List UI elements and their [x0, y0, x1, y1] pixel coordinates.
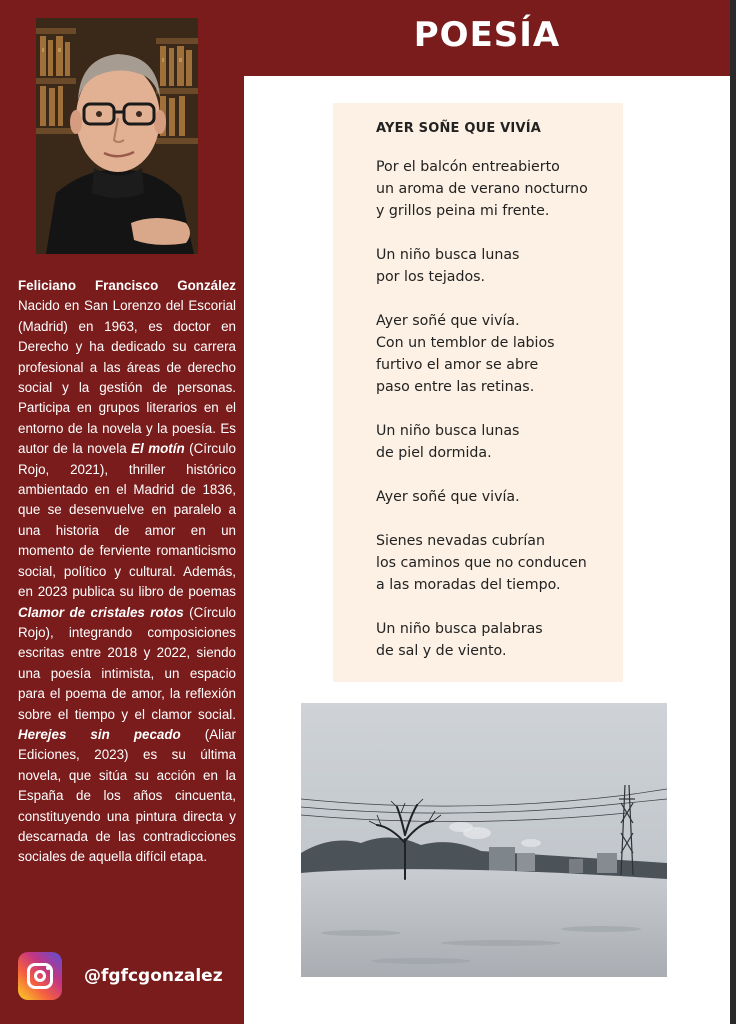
poem-stanza [376, 310, 623, 398]
poem-stanza [376, 420, 623, 464]
poem-stanza [376, 530, 623, 596]
book-title-herejes: Herejes sin pecado [18, 726, 181, 742]
landscape-illustration [301, 703, 667, 977]
poem-line: paso entre las retinas. [376, 379, 535, 395]
poem-line: Por el balcón entreabierto [376, 159, 560, 175]
page-edge [730, 0, 736, 1024]
poem-stanza [376, 156, 623, 222]
page-title: POESÍA [413, 15, 561, 55]
poem-line: Un niño busca palabras [376, 621, 543, 637]
bio-text-3: (Círculo Rojo), integrando composiciones escritas entre 2018 y 2022, siendo una poesía intimista, un espacio para el poema de amor, la reflexión sobre el tiempo y el clamor social. [18, 604, 236, 722]
poem-body [376, 156, 623, 662]
poem-line: de piel dormida. [376, 445, 492, 461]
poem-line: los caminos que no conducen [376, 555, 587, 571]
poem-line: Ayer soñé que vivía. [376, 489, 520, 505]
poem-box [333, 103, 623, 682]
poem-stanza [376, 486, 623, 508]
poem-line: a las moradas del tiempo. [376, 577, 561, 593]
author-photo [36, 18, 198, 254]
bio-text-1: Nacido en San Lorenzo del Escorial (Madrid) en 1963, es doctor en Derecho y ha dedicado su carrera profesional a las áreas de derecho social y la gestión de personas. Participa en grupos literarios en el entorno de la novela y la poesía. Es autor de la novela [18, 298, 236, 457]
poem-stanza [376, 618, 623, 662]
sidebar [0, 0, 244, 1024]
bio-text-4: (Aliar Ediciones, 2023) es su última novela, que sitúa su acción en la España de los años cincuenta, constituyendo una pintura directa y descarnada de las contradicciones sociales de aquella difícil etapa. [18, 726, 237, 865]
book-title-el-motin: El motín [131, 441, 185, 457]
poem-line: un aroma de verano nocturno [376, 181, 588, 197]
author-name: Feliciano Francisco González [18, 278, 236, 293]
page-header [244, 0, 730, 76]
book-title-clamor: Clamor de cristales rotos [18, 604, 184, 620]
poem-stanza [376, 244, 623, 288]
instagram-icon[interactable] [18, 952, 62, 1000]
poem-line: Un niño busca lunas [376, 247, 520, 263]
bio-text-2: (Círculo Rojo, 2021), thriller histórico ambientado en el Madrid de 1836, que se desenvuelve en paralelo a una historia de amor en un momento de ferviente romanticismo social, político y cultural. Además, en 2023 publica su libro de poemas [18, 441, 236, 600]
poem-line: Con un temblor de labios [376, 335, 555, 351]
poem-line: de sal y de viento. [376, 643, 507, 659]
poem-line: Sienes nevadas cubrían [376, 533, 545, 549]
social-link[interactable] [18, 950, 238, 1002]
author-portrait-illustration [36, 18, 198, 254]
poem-title: AYER SOÑE QUE VIVÍA [376, 121, 542, 136]
author-bio [18, 276, 236, 868]
poem-line: Un niño busca lunas [376, 423, 520, 439]
poem-line: furtivo el amor se abre [376, 357, 539, 373]
social-handle[interactable]: @fgfcgonzalez [84, 966, 223, 986]
winter-landscape-photo [301, 703, 667, 977]
poem-line: por los tejados. [376, 269, 486, 285]
poem-line: y grillos peina mi frente. [376, 203, 550, 219]
poem-line: Ayer soñé que vivía. [376, 313, 520, 329]
